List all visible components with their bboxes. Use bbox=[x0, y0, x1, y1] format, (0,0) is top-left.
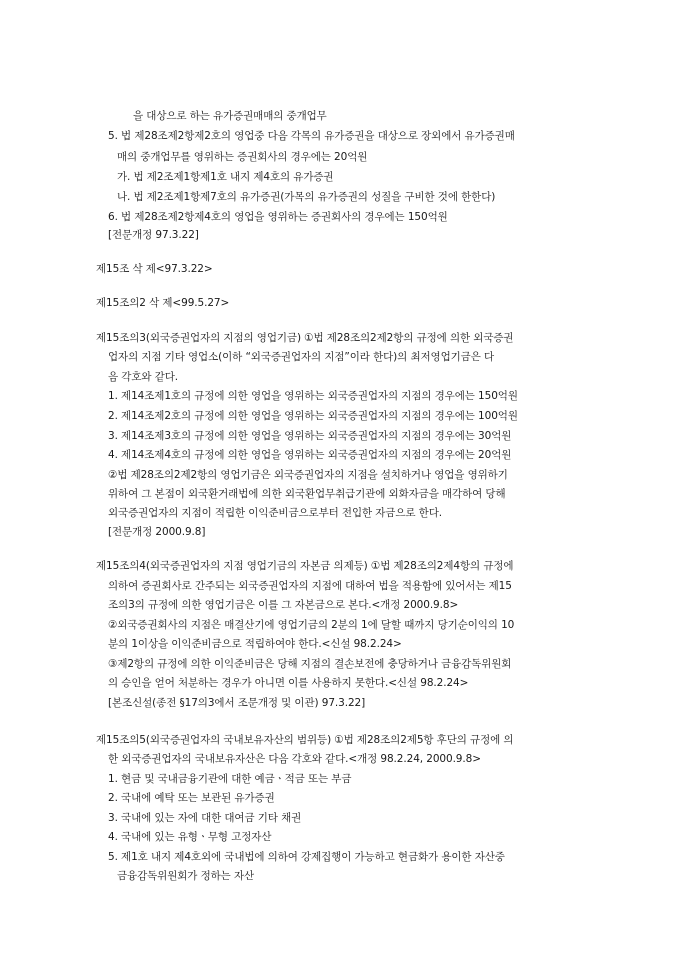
text-line: 외국증권업자의 지점이 적립한 이익준비금으로부터 전입한 자금으로 한다. bbox=[108, 507, 442, 519]
revision-note: [본조신설(종전 §17의3에서 조문개정 및 이관) 97.3.22] bbox=[108, 697, 366, 709]
text-line: ②법 제28조의2제2항의 영업기금은 외국증권업자의 지점을 설치하거나 영업을 영위하기 bbox=[108, 469, 508, 481]
text-line: 한 외국증권업자의 국내보유자산은 다음 각호와 같다.<개정 98.2.24, 2000.9.8> bbox=[108, 753, 481, 765]
text-line: 가. 법 제2조제1항제1호 내지 제4호의 유가증권 bbox=[117, 171, 334, 183]
text-line: ③제2항의 규정에 의한 이익준비금은 당해 지점의 결손보전에 충당하거나 금융감독위원회 bbox=[108, 658, 512, 670]
text-line: 을 대상으로 하는 유가증권매매의 중개업무 bbox=[133, 110, 327, 122]
text-line: 5. 법 제28조제2항제2호의 영업중 다음 각목의 유가증권을 대상으로 장외에서 유가증권매 bbox=[108, 130, 515, 142]
text-line: 업자의 지점 기타 영업소(이하 “외국증권업자의 지점”이라 한다)의 최저영업기금은 다 bbox=[108, 351, 495, 363]
text-line: 의하여 증권회사로 간주되는 외국증권업자의 지점에 대하여 법을 적용함에 있어서는 제15 bbox=[108, 580, 512, 592]
text-line: 6. 법 제28조제2항제4호의 영업을 영위하는 증권회사의 경우에는 150억원 bbox=[108, 211, 448, 223]
text-line: 5. 제1호 내지 제4호외에 국내법에 의하여 강제집행이 가능하고 현금화가 용이한 자산중 bbox=[108, 851, 505, 863]
text-line: 2. 국내에 예탁 또는 보관된 유가증권 bbox=[108, 792, 275, 804]
revision-note: [전문개정 97.3.22] bbox=[108, 229, 199, 241]
text-line: 4. 국내에 있는 유형ㆍ무형 고정자산 bbox=[108, 831, 272, 843]
text-line: 1. 현금 및 국내금융기관에 대한 예금ㆍ적금 또는 부금 bbox=[108, 773, 352, 785]
article-heading: 제15조의2 삭 제<99.5.27> bbox=[96, 297, 230, 309]
article-heading: 제15조의4(외국증권업자의 지점 영업기금의 자본금 의제등) ①법 제28조의2제4항의 규정에 bbox=[96, 560, 514, 572]
text-line: 나. 법 제2조제1항제7호의 유가증권(가목의 유가증권의 성질을 구비한 것에 한한다) bbox=[117, 191, 496, 203]
text-line: 2. 제14조제2호의 규정에 의한 영업을 영위하는 외국증권업자의 지점의 경우에는 100억원 bbox=[108, 410, 518, 422]
text-line: 매의 중개업무를 영위하는 증권회사의 경우에는 20억원 bbox=[117, 151, 368, 163]
article-heading: 제15조 삭 제<97.3.22> bbox=[96, 263, 213, 275]
article-heading: 제15조의5(외국증권업자의 국내보유자산의 범위등) ①법 제28조의2제5항 후단의 규정에 의 bbox=[96, 734, 514, 746]
text-line: 3. 국내에 있는 자에 대한 대여금 기타 채권 bbox=[108, 812, 302, 824]
revision-note: [전문개정 2000.9.8] bbox=[108, 526, 206, 538]
text-line: 금융감독위원회가 정하는 자산 bbox=[117, 870, 255, 882]
text-line: 의 승인을 얻어 처분하는 경우가 아니면 이를 사용하지 못한다.<신설 98.2.24> bbox=[108, 677, 469, 689]
text-line: 4. 제14조제4호의 규정에 의한 영업을 영위하는 외국증권업자의 지점의 경우에는 20억원 bbox=[108, 449, 512, 461]
text-line: 조의3의 규정에 의한 영업기금은 이를 그 자본금으로 본다.<개정 2000.9.8> bbox=[108, 599, 459, 611]
text-line: 1. 제14조제1호의 규정에 의한 영업을 영위하는 외국증권업자의 지점의 경우에는 150억원 bbox=[108, 390, 518, 402]
text-line: 음 각호와 같다. bbox=[108, 371, 178, 383]
text-line: 위하여 그 본점이 외국환거래법에 의한 외국환업무취급기관에 외화자금을 매각하여 당해 bbox=[108, 488, 506, 500]
text-line: ②외국증권회사의 지점은 매결산기에 영업기금의 2분의 1에 달할 때까지 당기순이익의 10 bbox=[108, 619, 515, 631]
article-heading: 제15조의3(외국증권업자의 지점의 영업기금) ①법 제28조의2제2항의 규정에 의한 외국증권 bbox=[96, 332, 514, 344]
text-line: 분의 1이상을 이익준비금으로 적립하여야 한다.<신설 98.2.24> bbox=[108, 638, 402, 650]
text-line: 3. 제14조제3호의 규정에 의한 영업을 영위하는 외국증권업자의 지점의 경우에는 30억원 bbox=[108, 430, 512, 442]
